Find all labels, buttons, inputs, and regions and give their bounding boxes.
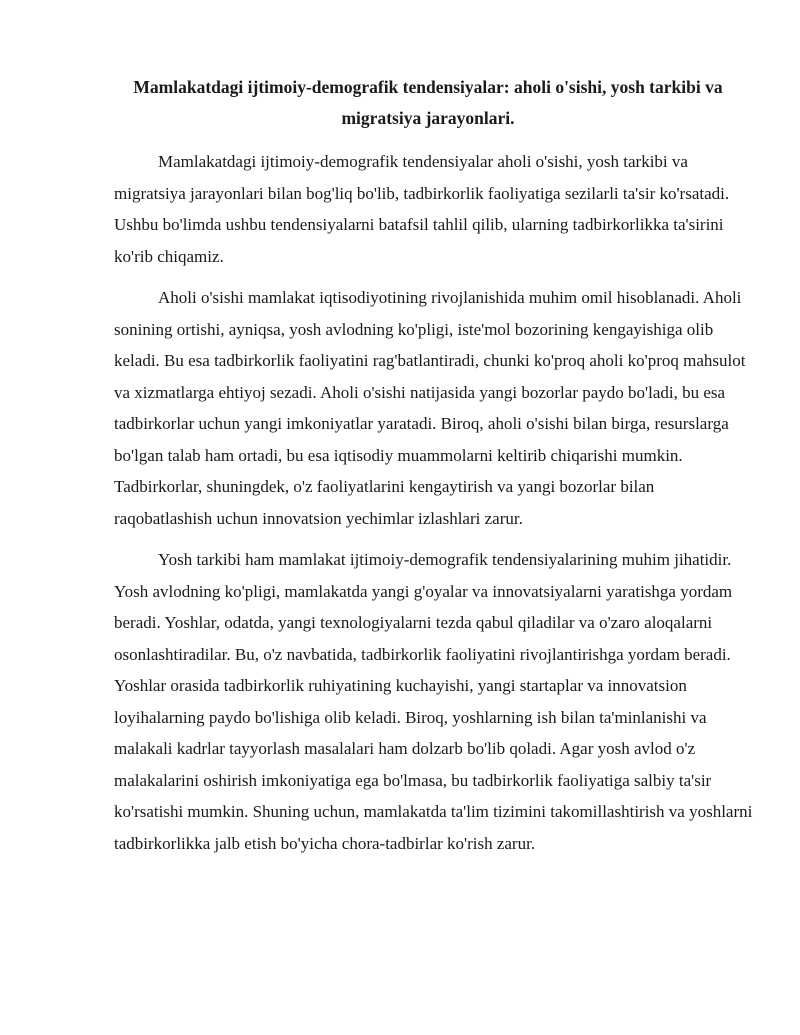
paragraph-3: Yosh tarkibi ham mamlakat ijtimoiy-demografik tendensiyalarining muhim jihatidir. Yosh avlodning ko'pligi, mamlakatda yangi g'oyalar va innovatsiyalarni yaratishga yordam beradi. Yoshlar, odatda, yangi texnologiyalarni tezda qabul qiladilar va o'zaro aloqalarni osonlashtiradilar. Bu, o'z navbatida, tadbirkorlik faoliyatini rivojlantirishga yordam beradi. Yoshlar orasida tadbirkorlik ruhiyatining kuchayishi, yangi startaplar va innovatsion loyihalarning paydo bo'lishiga olib keladi. Biroq, yoshlarning ish bilan ta'minlanishi va malakali kadrlar tayyorlash masalalari ham dolzarb bo'lib qoladi. Agar yosh avlod o'z malakalarini oshirish imkoniyatiga ega bo'lmasa, bu tadbirkorlik faoliyatiga salbiy ta'sir ko'rsatishi mumkin. Shuning uchun, mamlakatda ta'lim tizimini takomillashtirish va yoshlarni tadbirkorlikka jalb etish bo'yicha chora-tadbirlar ko'rish zarur.: [114, 550, 753, 853]
document-body: [114, 146, 754, 869]
document-title: Mamlakatdagi ijtimoiy-demografik tendensiyalar: aholi o'sishi, yosh tarkibi va migratsiya jarayonlari.: [133, 77, 723, 128]
paragraph-1: Mamlakatdagi ijtimoiy-demografik tendensiyalar aholi o'sishi, yosh tarkibi va migratsiya jarayonlari bilan bog'liq bo'lib, tadbirkorlik faoliyatiga sezilarli ta'sir ko'rsatadi. Ushbu bo'limda ushbu tendensiyalarni batafsil tahlil qilib, ularning tadbirkorlikka ta'sirini ko'rib chiqamiz.: [114, 152, 730, 266]
paragraph-2: Aholi o'sishi mamlakat iqtisodiyotining rivojlanishida muhim omil hisoblanadi. Aholi sonining ortishi, ayniqsa, yosh avlodning ko'pligi, iste'mol bozorining kengayishiga olib keladi. Bu esa tadbirkorlik faoliyatini rag'batlantiradi, chunki ko'proq aholi ko'proq mahsulot va xizmatlarga ehtiyoj sezadi. Aholi o'sishi natijasida yangi bozorlar paydo bo'ladi, bu esa tadbirkorlar uchun yangi imkoniyatlar yaratadi. Biroq, aholi o'sishi bilan birga, resurslarga bo'lgan talab ham ortadi, bu esa iqtisodiy muammolarni keltirib chiqarishi mumkin. Tadbirkorlar, shuningdek, o'z faoliyatlarini kengaytirish va yangi bozorlar bilan raqobatlashish uchun innovatsion yechimlar izlashlari zarur.: [114, 288, 746, 528]
